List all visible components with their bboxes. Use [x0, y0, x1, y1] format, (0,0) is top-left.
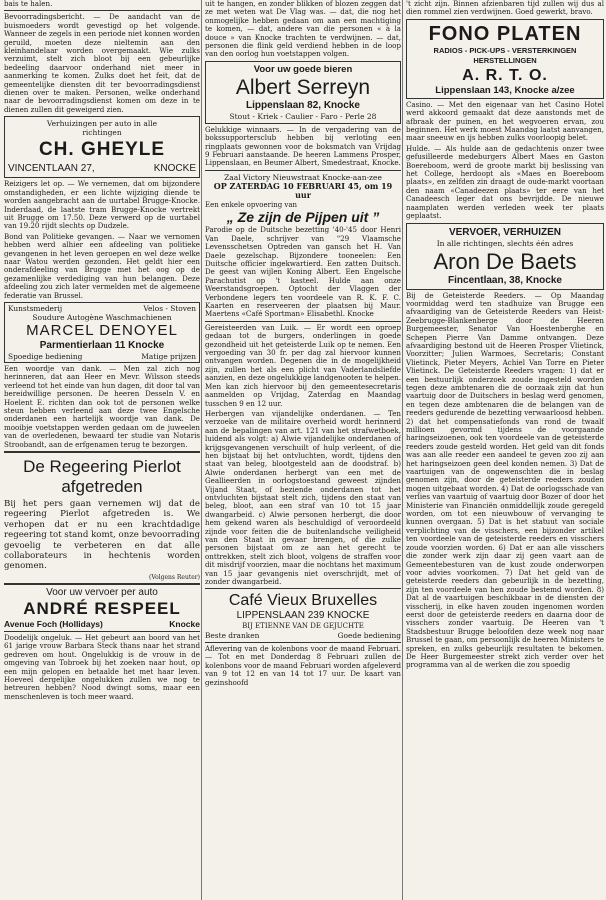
column-1	[4, 0, 200, 900]
article-bevoorrading: Bevoorradingsbericht. — De aandacht van de buismoeders wordt gevestigd op het volgende. Wanneer de zegels in een periode niet konnen worden geruild, moeten deze nieltemin aan den kleinhandelaar worden overgemaakt. Wie zulks verzuimt, stelt zich bloot bij een gebeurlijke bedeeling daarvoor onderhand niet meer in aanmerking te komen. Zulks doet het feit, dat de gemeentelijke diensten dit ter bevoorradingsdienst dienen over te maken. Personen, welke onderhand naar de bevoorradingsdienst komen om deze in te dienen zullen dit geweigerd zien.	[4, 12, 200, 114]
ad-gheyle-address	[8, 163, 196, 175]
ad-denoyel-name: MARCEL DENOYEL	[26, 321, 178, 339]
ad-serreyn-top: Voor uw goede bieren	[253, 63, 353, 75]
ad-respeel-street: Avenue Foch (Hollidays)	[4, 618, 103, 629]
ad-denoyel-prices: Matige prijzen	[141, 351, 196, 361]
ad-denoyel-street: Parmentierlaan 11 Knocke	[39, 339, 165, 351]
top-fragment-2: uit te hangen, en zonder blikken of blozen zeggen dat ze met weten wat De Vlag was. — dat, die nog het onmogelijke hebben gedaan om aan een machtiging te komen, — dat, andere van die personen « à la douce » van Knocke trachten te verdwijnen. — dat, personen die flink geld verdiend hebben in de loop van den oorlog hun voetstappen volgen.	[205, 0, 401, 59]
pijpen-title: „ Ze zijn de Pijpen uit ”	[226, 209, 380, 226]
ad-fono-name: A. R. T. O.	[462, 66, 548, 84]
column-rule-2	[402, 0, 403, 900]
article-luik: Gereisteerden van Luik. — Er wordt een oproep gedaan tot de burgers, onderlingen in goede gezondheid uit het geteisterde Luik op te nemen. Een vergoeding van 30 fr. per dag zal hiervoor kunnen ontvangen worden. Degenen die in de mogelijkheid zijn, zullen het als een plicht van Vaderlandsliefde aanzien, en deze ongelukkige landgenooten te helpen. Men kan zich hiervoor bij den gemeentesecretaris aanmelden op Vrijdag, Zaterdag en Maandag tusschen 9 en 12 uur.	[205, 322, 401, 408]
ad-fono	[406, 19, 604, 99]
ad-fono-street: Lippenslaan 143, Knocke a/zee	[435, 84, 575, 96]
ad-fono-line2: HERSTELLINGEN	[473, 55, 537, 65]
zaal-victory	[205, 173, 401, 227]
ad-baets-sub: In alle richtingen, slechts één adres	[436, 238, 574, 248]
source-reuter: (Volgens Reuter)	[149, 573, 200, 581]
ad-respeel-town: Knocke	[169, 618, 200, 629]
article-casino: Casino. — Met den eigenaar van het Casino Hotel werd akkoord gemaakt dat deze aanstonds met de afbraak der puinen, en het wegvoeren ervan, zou beginnen. Het werk moest Maandag laatst aanvangen, maar sneeuw en ijs hebben zulks voorloopig belet.	[406, 99, 604, 143]
divider	[205, 588, 401, 589]
ad-denoyel-footer	[8, 352, 196, 361]
ad-vieux-service: Goede bediening	[337, 630, 401, 640]
ad-serreyn	[205, 61, 401, 124]
ad-vieux-name: Café Vieux Bruxelles	[228, 592, 378, 610]
zaal-sub: Een enkele opvoering van	[205, 200, 298, 209]
column-rule-1	[201, 0, 202, 900]
ad-respeel-name: ANDRÉ RESPEEL	[23, 598, 181, 618]
ad-vieux-sub: BIJ ETIENNE VAN DE GEJUCHTE	[242, 622, 364, 631]
column-3	[406, 0, 604, 900]
divider	[205, 170, 401, 171]
article-reiziger: Reizigers let op. — We vernemen, dat om bijzondere omstandigheden, er een lichte wijziging diende te worden aangebracht aan de uurtabel Brugge-Knocke. Inderdaad, de laatste tram Brugge-Knocke vertrekt uit Brugge om 17.50. Deze verwerd op de uurtabel van 19.20 rijdt slechts op Dudzele.	[4, 179, 200, 231]
article-reeders: Bij de Geteisterde Reeders. — Op Maandag voormiddag werd ten stadhuize van Brugge een afvaardiging van de Geteisterde Reeders van Heist-Zeebrugge-Blankenberge door de Heeren Burgemeester, Senator Van Hoestenberghe en Schepen Pierre Van Damme ontvangen. Deze afvaardiging bestond uit de Heeren Prosper Vlietinck, Voorzitter; Julien Warmoes, Secretaris; Constant Vlietinck, Pieter Meyers, Achiel Van Torre en Pieter Vlietinck. De Geteisterde Reeders vragen: 1) dat er een bestuurlijk onderzoek zoude ingesteld worden tegen deze ambtenaren die de oorzaak zijn dat hun vaartuig door de Duitschers in beslag werd genomen, en tegen deze ambtenaren die de belangen van de reeders gedurende de bezetting verwaarloosd hebben. 2) dat het compensatiefonds van rond de twaalf millioen gevormd tijdens de voorgaande haringseizoenen, ook ten voordeele van de geteisterde reeders zoude gesteld worden. Het geld van dit fonds was aan alle reeder een aandeel te geven zoo zij aan het haringseizoen geen deel konden nemen. 3) Dat de vaartuigen van de ongewenschten die in beslag genomen zijn, door de geteisterde reeders zouden mogen uitgebaat worden. 4) Dat de oorlogsschade van verlies van vaartuig of vaartuig door Bozer of door het Ministerie van Financiën onmiddellijk zoude geregeld worden, om tot een nieuwbouw of vervanging te kunnen overgaan. 5) Dat is het statuut van sociale verplichting van de visschers, een bijzonder artikel ten voordeele van de geteisterde reeders en visschers zoude voorzien worden. 6) Dat er aan alle visschers die zonder werk zijn daar zij geen vaart aan de Gemeentebesturen van de kust zoude onderworpen voor advies voorkomen. 7) Dat het geld van de geteisterde reeders dan gebeurlijk in de bezetting, zijn ten voordeele van hen zoude bestemd worden. 8) Dat al de vaartuigen beschikbaar in de diensten der visscherij, in elke haven zouden ingenomen worden eerst door de geteisterde reeders en daarna door de visschers zonder vaartuig. De Heeren van 't Stadsbestuur Brugge beloofden deze week nog naar Brussel te gaan, om persoonlijk de heeren Ministers te spreken, en zulks gebeurlijk resultaten te bekomen. De Heer Burgemeester strekt zich verder over het programma van al de werken die zou spoedig	[406, 290, 604, 670]
article-gelukkige: Gelukkige winnaars. — In de vergadering van de bokssupportersclub hebben bij verloting een ringplaats gewonnen voor de boksmatch van Vrijdag 9 Februari aanstaande. De heeren Lammens Prosper, Lippenslaan, en Beumer Albert, Smedestraat, Knocke.	[205, 124, 401, 168]
headline-regeering: De Regeering Pierlot afgetreden	[23, 457, 181, 497]
divider	[4, 583, 200, 585]
ad-serreyn-beers: Stout - Kriek - Caulier - Faro - Perle 28	[229, 111, 377, 121]
ad-baets-street: Fincentlaan, 38, Knocke	[448, 274, 562, 286]
ad-denoyel-right: Velos - Stoven	[143, 303, 196, 313]
ad-vieux	[205, 591, 401, 640]
ad-gheyle	[4, 116, 200, 178]
ad-gheyle-street: VINCENTLAAN 27,	[8, 163, 95, 175]
ad-vieux-drinks: Beste dranken	[205, 630, 260, 640]
column-2	[205, 0, 401, 900]
divider	[4, 10, 200, 11]
ad-fono-line1: RADIOS - PICK-UPS - VERSTERKINGEN	[433, 45, 577, 55]
ad-denoyel-left: Kunstsmederij	[8, 303, 63, 313]
article-aflevering: Aflevering van de kolenbons voor de maand Februari. — Tot en met Donderdag 8 Februari zullen de kolenbons voor de maand Februari worden afgeleverd van 9 tot 12 en van 14 tot 17 uur. De kaart van gezinshoofd	[205, 643, 401, 687]
divider	[4, 631, 200, 632]
article-doodelijk: Doodelijk ongeluk. — Het gebeurt aan boord van het 61 jarige vrouw Barbara Steck thans naar het strand gedreven om hout. Ongelukkig is de vrouw in de omgeving van Tobroek bij het zoeken naar hout, op een mijn gelopen en betaalde het met haar leven. Hoeveel dergelijke ongelukken zullen we nog te betreuren hebben? Nood dwingt soms, maar een menschenleven is toch meer waard.	[4, 632, 200, 701]
article-pijpen: Parodie op de Duitsche bezetting '40-'45 door Henri Van Daele, schrijver van "29 Vlaamsche Levensschetsen Optreden van gansch het H. Van Daele gezelschap. Bijzondere tooneelen: Een Duitsche officier ingekwartierd. Een zatten Duitsch. De geest van wijlen Koning Albert. Een Engelsche Parachutist op 't kasteel. Hulde aan onze Weerstandsgroepen. Optocht der Vlaggen der Verbondene legers ten voordeele van R. K. F. C. Kaarten en reserveeren der plaatsen bij Maur. Maertens «Café Sportman» Elisabethl. Knocke	[205, 225, 401, 319]
ad-denoyel-header	[8, 304, 196, 313]
ad-respeel-address	[4, 619, 200, 629]
top-fragment-3: 't zicht zijn. Binnen afzienbaren tijd zullen wij dus al dien rommel zien verdwijnen. Goed gewerkt, bravo.	[406, 0, 604, 17]
article-regeering: Bij het pers gaan vernemen wij dat de regeering Pierlot afgetreden is. We verhopen dat er nu een krachtdadige regeering tot stand komt, onze bevoorrading gevoelig te verbeteren en dat alle collaborateurs in hechtenis worden genomen.	[4, 499, 200, 572]
divider	[205, 321, 401, 322]
article-hulde: Hulde. — Als hulde aan de gedachtenis onzer twee gefusilleerde medeburgers Albert Maes en Gaston Boereboom, werd de groote markt bij beslissing van het College, herdoopt als «Maes en Boereboom plaats», en zelfden zin draagt de oude-markt voortaan den naam «Canadeezen plaats» ter eere van het Canadeesch leger dat ons bevrijdde. De nieuwe naamplaten werden verleden week ter plaats geplaatst.	[406, 143, 604, 221]
ad-serreyn-name: Albert Serreyn	[235, 75, 371, 99]
article-herbergen: Herbergen van vijandelijke onderdanen. — Ten verzoeke van de militaire overheid wordt herinnerd aan de bepalingen van art. 121 van het strafwetboek, luidend als volgt: a) Alwie vijandelijke onderdanen of krijgsgevangenen verschuilt of hulp verleent, of die hen bijstaat bij het ontvluchten, wordt, tijdens den staat van beleg, blootgesteld aan de doodstraf. b) Alwie onderdanen herbergt van een met de Geallieerden in oorlogstoestand geweest zijnden Vijand Staat, of beziende onderdanen tot het ontvluchten bijstaat stelt zich, tijdens den staat van beleg, bloot, aan een straf van 10 tot 15 jaar dwangarbeid. c) Alwie personen herbergt, die door hem gekend waren als beschuldigd of veroordeeld zijnde voor feiten die de buitenlandsche veiligheid van den Staat in gevaar brengen, of die zulke personen bijstaat om ze aan het gerecht te onttrekken, stelt zich bloot, volgens de straffen voor dit misdrijf voorzien, maar die nochtans het maximum van 15 jaar gevangenis niet overschrijdt, met of zonder dwangarbeid.	[205, 408, 401, 587]
ad-vieux-footer	[205, 631, 401, 640]
ad-gheyle-top: Verhuizingen per auto in alle richtingen	[46, 119, 158, 138]
ad-denoyel	[4, 302, 200, 363]
ad-denoyel-service: Spoedige bediening	[8, 351, 83, 361]
ad-respeel	[4, 587, 200, 629]
ad-gheyle-town: KNOCKE	[153, 163, 196, 175]
ad-fono-title: FONO PLATEN	[428, 22, 582, 45]
zaal-date: OP ZATERDAG 10 FEBRUARI 45, om 19 uur	[213, 180, 393, 201]
ad-respeel-top: Voor uw vervoer per auto	[46, 586, 158, 598]
divider	[4, 451, 200, 453]
ad-vieux-street: LIPPENSLAAN 239 KNOCKE	[236, 610, 370, 622]
ad-gheyle-name: CH. GHEYLE	[38, 139, 166, 161]
article-bond: Bond van Politieke gevangen. — Naar we vernomen hebben werd alhier een afdeeling van politieke gevangenen in het leven geroepen en wel deze welke naar Watou werden gezonden. Het geldt hier een onderafdeeling van Brugge met het oog op de gezamenlijke verdediging van hun belangen. Deze afdeeling zou zich later vermelden met de algemeene federatie van Brussel.	[4, 231, 200, 300]
divider	[205, 642, 401, 643]
ad-serreyn-street: Lippenslaan 82, Knocke	[246, 99, 360, 111]
top-fragment-1: bais te halen.	[4, 0, 53, 8]
zaal-title: Zaal Victory Nieuwstraat Knocke-aan-zee	[224, 172, 382, 182]
ad-denoyel-sub: Soudure Autogène Waschmachienen	[32, 312, 172, 322]
ad-baets	[406, 223, 604, 290]
ad-baets-name: Aron De Baets	[433, 248, 577, 274]
article-woordje: Een woordje van dank. — Men zal zich nog herinneren, dat aan Heer en Mevr. Wilsson steeds verleend tot het einde van hun dagen, dit door tal van bereidwillige personen. De heeren Desseln V. en Hoelent E. richten dan ook tot de personen welke steun hebben verleend aan deze twee Engelsche onderdanen een hartelijk woordje van dank. De mooibje voetstappen werden gedaan om de juweelen van de overledenen, bewaard ter studie van Notaris Stroobandt, aan de erfgenamen terug te bezorgen.	[4, 363, 200, 449]
ad-baets-top: VERVOER, VERHUIZEN	[448, 226, 562, 238]
